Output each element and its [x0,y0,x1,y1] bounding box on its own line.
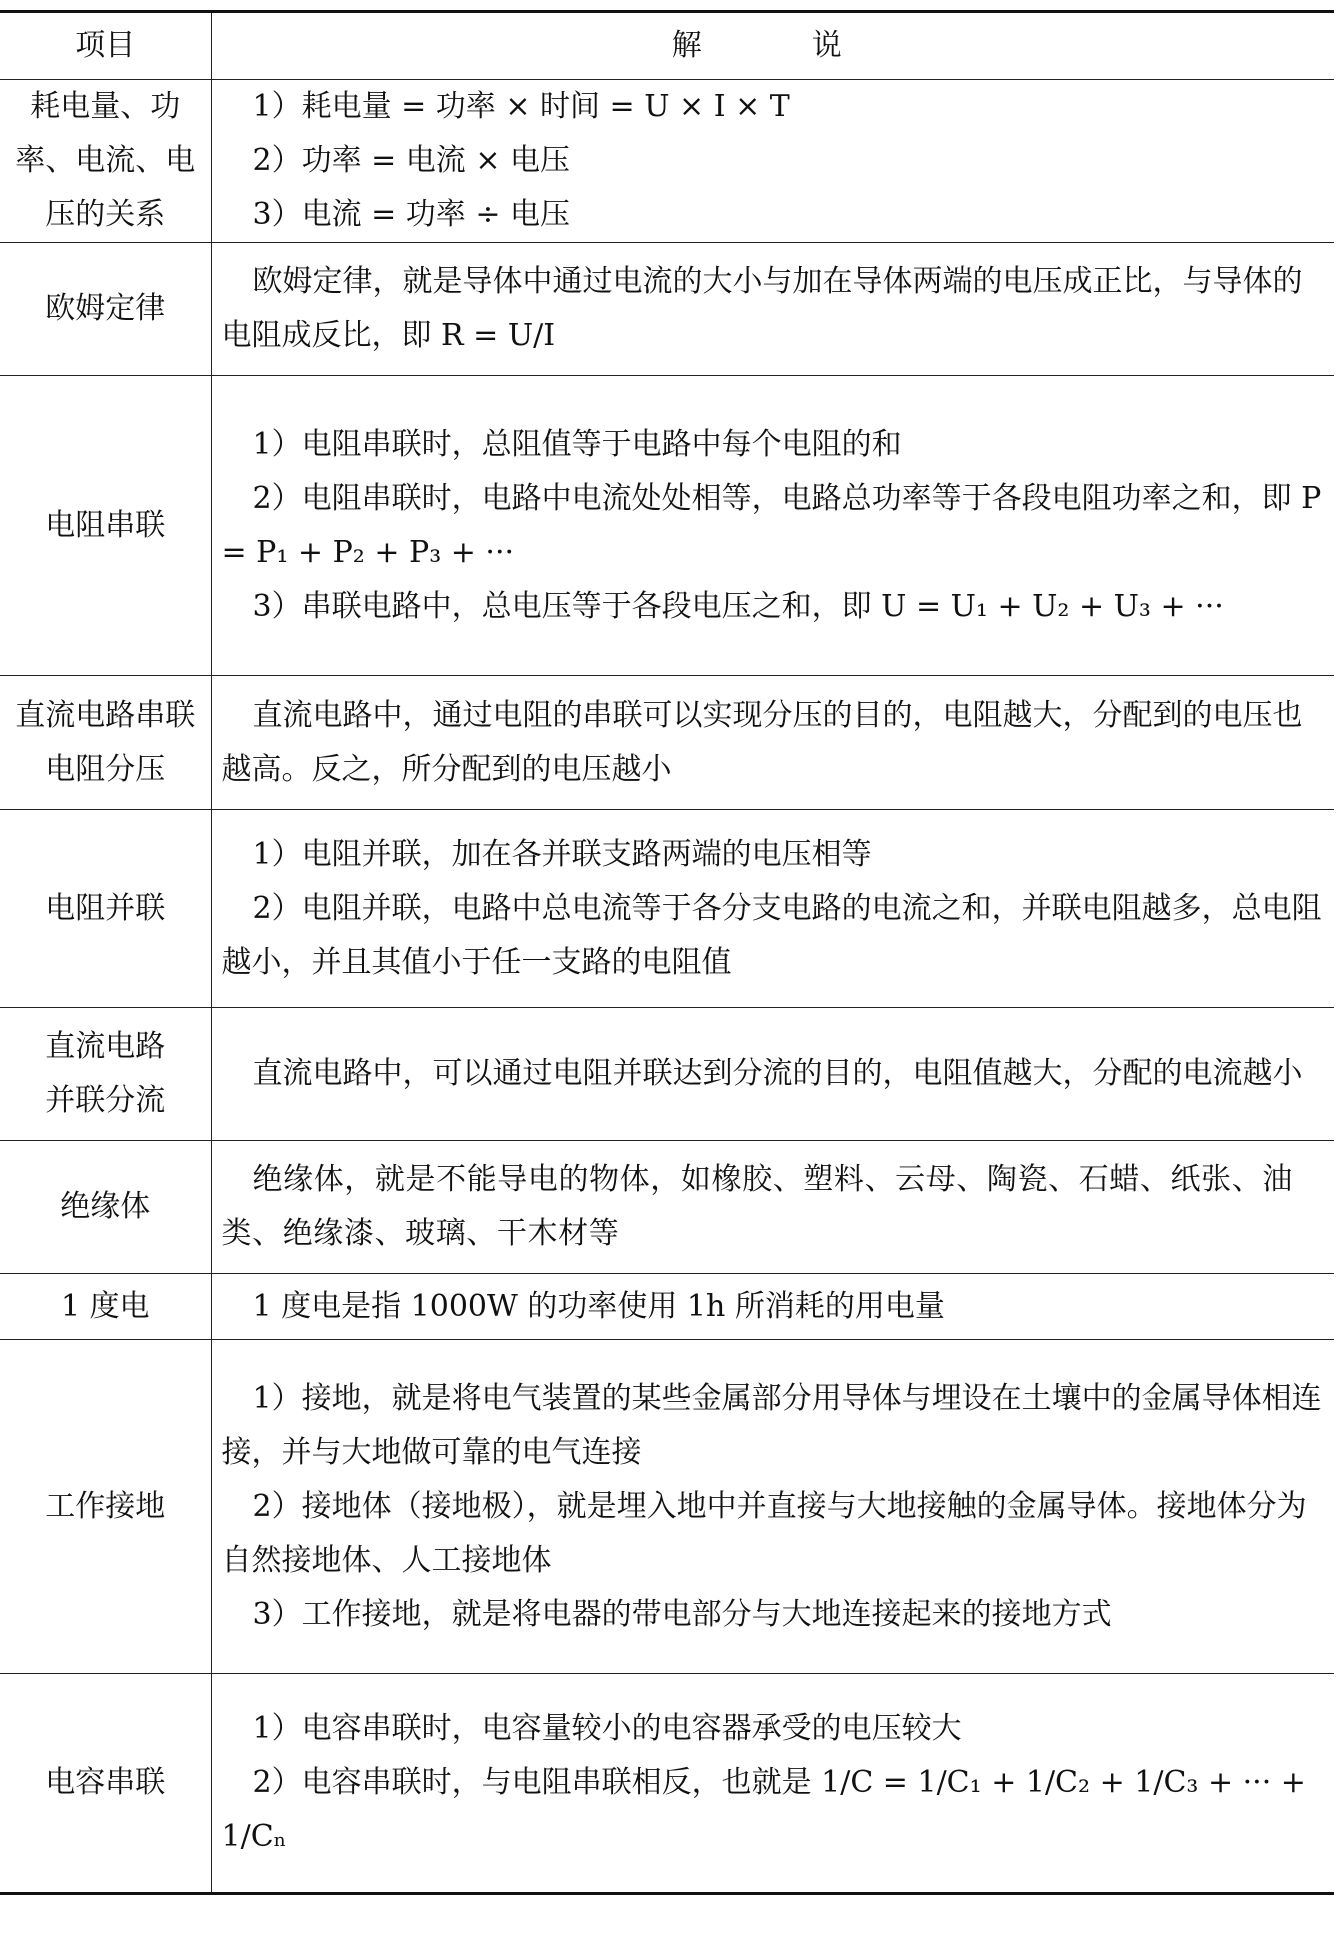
header-explanation: 解 说 [211,12,1334,80]
row-term: 工作接地 [0,1340,211,1674]
explanation-line: 2）电阻并联，电路中总电流等于各分支电路的电流之和，并联电阻越多，总电阻越小，并且其值小于任一支路的电阻值 [221,890,1322,980]
row-explanation [211,1141,1334,1274]
table-row [0,1008,1334,1141]
explanation-line: 1）接地，就是将电气装置的某些金属部分用导体与埋设在土壤中的金属导体相连接，并与大地做可靠的电气连接 [221,1380,1322,1470]
row-explanation [211,810,1334,1008]
row-term: 直流电路并联分流 [0,1008,211,1141]
explanation-line: 绝缘体，就是不能导电的物体，如橡胶、塑料、云母、陶瓷、石蜡、纸张、油类、绝缘漆、玻璃、干木材等 [221,1162,1293,1251]
table-row [0,80,1334,243]
explanation-line: 1）电阻串联时，总阻值等于电路中每个电阻的和 [252,426,902,462]
table-row [0,243,1334,376]
row-explanation [211,80,1334,243]
row-explanation [211,376,1334,676]
row-explanation [211,1008,1334,1141]
explanation-line: 2）电容串联时，与电阻串联相反，也就是 1/C = 1/C₁ + 1/C₂ + 1/C₃ + ··· + 1/Cₙ [221,1765,1306,1854]
table-row [0,376,1334,676]
row-explanation [211,1340,1334,1674]
row-term: 电阻并联 [0,810,211,1008]
row-term: 绝缘体 [0,1141,211,1274]
row-term: 电容串联 [0,1674,211,1894]
explanation-line: 2）功率 = 电流 × 电压 [252,143,571,178]
row-term: 耗电量、功率、电流、电压的关系 [0,80,211,243]
table-row [0,676,1334,810]
explanation-line: 1 度电是指 1000W 的功率使用 1h 所消耗的用电量 [252,1288,945,1324]
row-explanation [211,1274,1334,1340]
explanation-line: 3）工作接地，就是将电器的带电部分与大地连接起来的接地方式 [252,1596,1112,1632]
table-row [0,1274,1334,1340]
explanation-line: 3）串联电路中，总电压等于各段电压之和，即 U = U₁ + U₂ + U₃ + ··· [252,588,1224,624]
explanation-line: 1）耗电量 = 功率 × 时间 = U × I × T [252,89,790,124]
row-term: 直流电路串联电阻分压 [0,676,211,810]
table-row [0,810,1334,1008]
row-term: 电阻串联 [0,376,211,676]
explanation-line: 1）电阻并联，加在各并联支路两端的电压相等 [252,836,872,872]
row-term: 1 度电 [0,1274,211,1340]
explanation-line: 2）电阻串联时，电路中电流处处相等，电路总功率等于各段电阻功率之和，即 P = P₁ + P₂ + P₃ + ··· [221,480,1322,570]
explanation-line: 直流电路中，通过电阻的串联可以实现分压的目的，电阻越大，分配到的电压也越高。反之，所分配到的电压越小 [221,697,1303,787]
explanation-line: 直流电路中，可以通过电阻并联达到分流的目的，电阻值越大，分配的电流越小 [252,1056,1303,1091]
explanation-line: 欧姆定律，就是导体中通过电流的大小与加在导体两端的电压成正比，与导体的电阻成反比，即 R = U/I [221,264,1303,353]
table-row [0,1674,1334,1894]
explanation-line: 1）电容串联时，电容量较小的电容器承受的电压较大 [252,1711,962,1746]
row-explanation [211,1674,1334,1894]
row-explanation [211,243,1334,376]
row-explanation [211,676,1334,810]
table-header [0,12,1334,80]
explanation-line: 3）电流 = 功率 ÷ 电压 [252,197,571,232]
table-row [0,1340,1334,1674]
header-item: 项目 [0,12,211,80]
explanation-line: 2）接地体（接地极），就是埋入地中并直接与大地接触的金属导体。接地体分为自然接地体、人工接地体 [221,1488,1307,1578]
knowledge-table [0,10,1334,1895]
table-row [0,1141,1334,1274]
row-term: 欧姆定律 [0,243,211,376]
